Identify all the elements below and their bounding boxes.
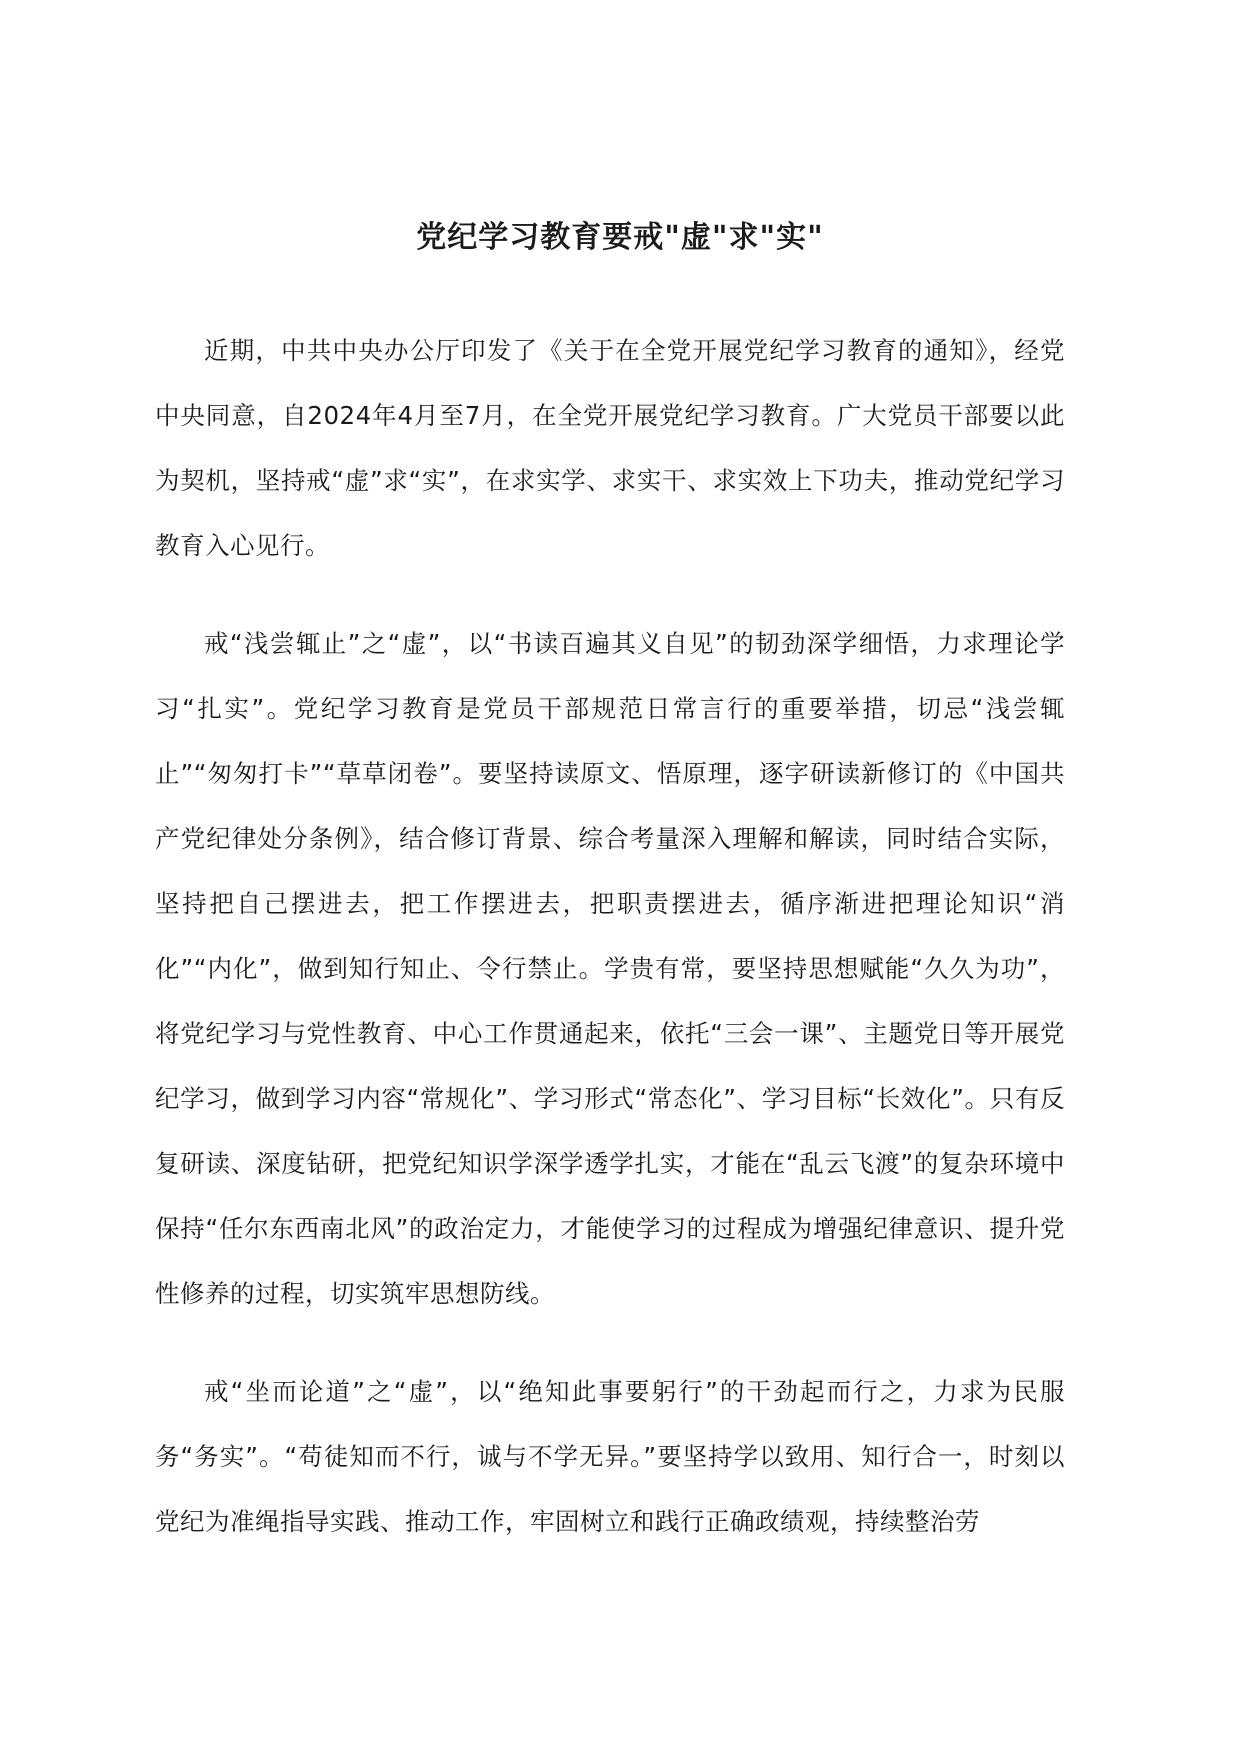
document-title: 党纪学习教育要戒"虚"求"实" xyxy=(416,220,824,255)
paragraph-practice: 戒“坐而论道”之“虚”，以“绝知此事要躬行”的干劲起而行之，力求为民服务“务实”。“苟徒知而不行，诚与不学无异。”要坚持学以致用、知行合一，时刻以党纪为准绳指导实践、推动工作，牢固树立和践行正确政绩观，持续整治劳 xyxy=(155,1377,1065,1536)
document-body xyxy=(155,318,1065,1587)
paragraph-intro: 近期，中共中央办公厅印发了《关于在全党开展党纪学习教育的通知》，经党中央同意，自2024年4月至7月，在全党开展党纪学习教育。广大党员干部要以此为契机，坚持戒“虚”求“实”，在求实学、求实干、求实效上下功夫，推动党纪学习教育入心见行。 xyxy=(155,336,1065,560)
paragraph-theory-study: 戒“浅尝辄止”之“虚”，以“书读百遍其义自见”的韧劲深学细悟，力求理论学习“扎实”。党纪学习教育是党员干部规范日常言行的重要举措，切忌“浅尝辄止”“匆匆打卡”“草草闭卷”。要坚持读原文、悟原理，逐字研读新修订的《中国共产党纪律处分条例》，结合修订背景、综合考量深入理解和解读，同时结合实际，坚持把自己摆进去，把工作摆进去，把职责摆进去，循序渐进把理论知识“消化”“内化”，做到知行知止、令行禁止。学贵有常，要坚持思想赋能“久久为功”，将党纪学习与党性教育、中心工作贯通起来，依托“三会一课”、主题党日等开展党纪学习，做到学习内容“常规化”、学习形式“常态化”、学习目标“长效化”。只有反复研读、深度钻研，把党纪知识学深学透学扎实，才能在“乱云飞渡”的复杂环境中保持“任尔东西南北风”的政治定力，才能使学习的过程成为增强纪律意识、提升党性修养的过程，切实筑牢思想防线。 xyxy=(155,629,1065,1308)
